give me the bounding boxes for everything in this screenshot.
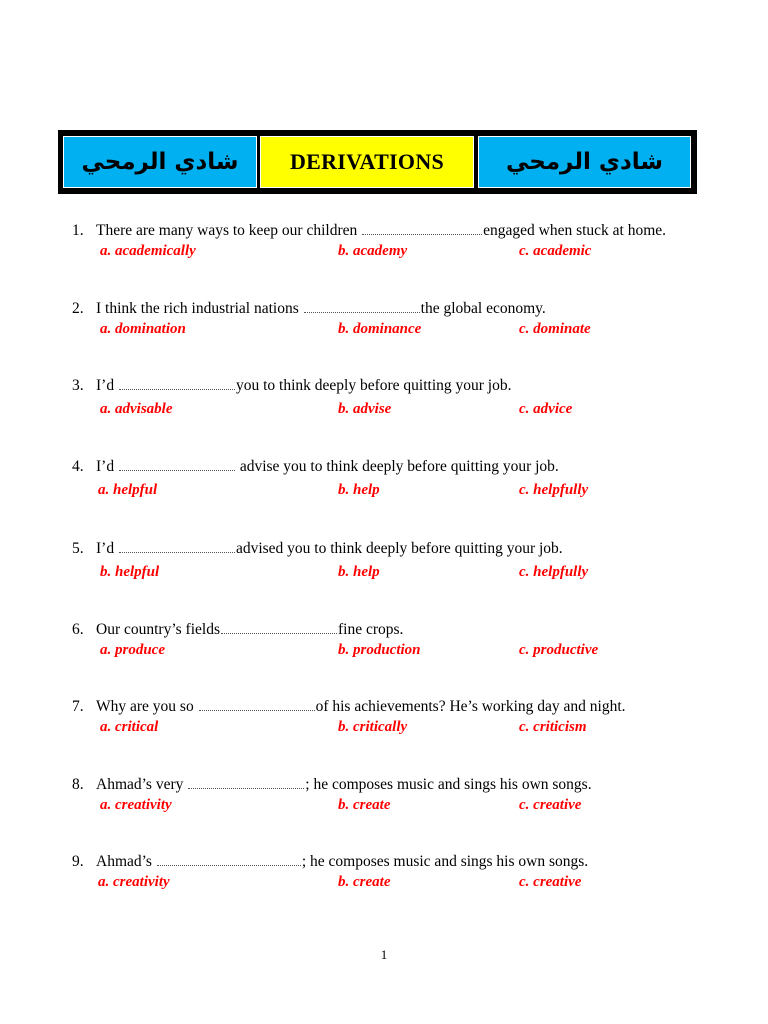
- author-name-left: شادي الرمحي: [81, 149, 239, 175]
- question-stem: [72, 621, 403, 639]
- question-number: 4.: [72, 458, 84, 475]
- option-b[interactable]: b. help: [338, 564, 380, 580]
- answer-blank[interactable]: [362, 222, 482, 235]
- question-number: 7.: [72, 698, 84, 715]
- question-number: 1.: [72, 222, 84, 239]
- question-text-after: fine crops.: [337, 621, 404, 638]
- question-text-before: I’d: [96, 458, 118, 475]
- question-text-after: engaged when stuck at home.: [483, 222, 667, 239]
- question-number: 5.: [72, 540, 84, 557]
- option-c[interactable]: c. helpfully: [519, 564, 589, 580]
- answer-blank[interactable]: [119, 377, 235, 390]
- question-text-before: Ahmad’s: [96, 853, 156, 870]
- answer-blank[interactable]: [119, 540, 235, 553]
- question-number: 9.: [72, 853, 84, 870]
- option-b[interactable]: b. academy: [338, 243, 408, 259]
- question-text-before: I’d: [96, 377, 118, 394]
- page-title: DERIVATIONS: [289, 149, 445, 174]
- question-text-after: the global economy.: [420, 300, 546, 317]
- option-b[interactable]: b. production: [338, 642, 421, 658]
- option-c[interactable]: c. creative: [519, 874, 582, 890]
- option-a[interactable]: a. produce: [100, 642, 165, 658]
- question-text-before: I’d: [96, 540, 118, 557]
- title-banner: [58, 130, 697, 194]
- question-stem: [72, 776, 592, 794]
- question-stem: [72, 222, 666, 240]
- answer-blank[interactable]: [157, 853, 301, 866]
- question-text-after: ; he composes music and sings his own songs.: [301, 853, 589, 870]
- option-b[interactable]: b. dominance: [338, 321, 422, 337]
- question-number: 8.: [72, 776, 84, 793]
- question-text-after: ; he composes music and sings his own songs.: [305, 776, 592, 793]
- answer-blank[interactable]: [221, 621, 337, 634]
- option-a[interactable]: a. critical: [100, 719, 159, 735]
- header-left-cell: [63, 136, 257, 188]
- option-c[interactable]: c. productive: [519, 642, 599, 658]
- question-text-after: of his achievements? He’s working day and night.: [315, 698, 626, 715]
- option-a[interactable]: a. helpful: [98, 482, 158, 498]
- option-b[interactable]: b. help: [338, 482, 380, 498]
- option-b[interactable]: b. advise: [338, 401, 392, 417]
- option-c[interactable]: c. criticism: [519, 719, 587, 735]
- answer-blank[interactable]: [119, 458, 235, 471]
- question-number: 6.: [72, 621, 84, 638]
- author-name-right: شادي الرمحي: [505, 149, 664, 175]
- question-text-before: Ahmad’s very: [96, 776, 188, 793]
- question-stem: [72, 698, 626, 716]
- question-stem: [72, 300, 546, 318]
- option-c[interactable]: c. dominate: [519, 321, 591, 337]
- answer-blank[interactable]: [188, 776, 304, 789]
- option-a[interactable]: a. creativity: [98, 874, 170, 890]
- option-a[interactable]: a. academically: [100, 243, 196, 259]
- header-title-cell: [260, 136, 474, 188]
- question-text-before: Why are you so: [96, 698, 198, 715]
- question-number: 3.: [72, 377, 84, 394]
- question-stem: [72, 853, 588, 871]
- option-c[interactable]: c. helpfully: [519, 482, 589, 498]
- option-a[interactable]: a. domination: [100, 321, 186, 337]
- option-a[interactable]: a. creativity: [100, 797, 172, 813]
- question-text-before: There are many ways to keep our children: [96, 222, 362, 239]
- answer-blank[interactable]: [304, 300, 420, 313]
- header-right-cell: [478, 136, 691, 188]
- question-text-after: advised you to think deeply before quitting your job.: [235, 540, 563, 557]
- question-stem: [72, 377, 511, 395]
- question-number: 2.: [72, 300, 84, 317]
- answer-blank[interactable]: [199, 698, 315, 711]
- question-stem: [72, 458, 559, 476]
- option-a[interactable]: b. helpful: [100, 564, 160, 580]
- option-a[interactable]: a. advisable: [100, 401, 173, 417]
- question-text-after: you to think deeply before quitting your job.: [235, 377, 512, 394]
- question-stem: [72, 540, 563, 558]
- question-text-before: I think the rich industrial nations: [96, 300, 303, 317]
- option-c[interactable]: c. academic: [519, 243, 592, 259]
- option-c[interactable]: c. creative: [519, 797, 582, 813]
- option-b[interactable]: b. critically: [338, 719, 408, 735]
- question-text-after: advise you to think deeply before quitting your job.: [235, 458, 559, 475]
- option-c[interactable]: c. advice: [519, 401, 573, 417]
- question-text-before: Our country’s fields: [96, 621, 220, 638]
- page-number: 1: [380, 947, 388, 962]
- option-b[interactable]: b. create: [338, 874, 391, 890]
- option-b[interactable]: b. create: [338, 797, 391, 813]
